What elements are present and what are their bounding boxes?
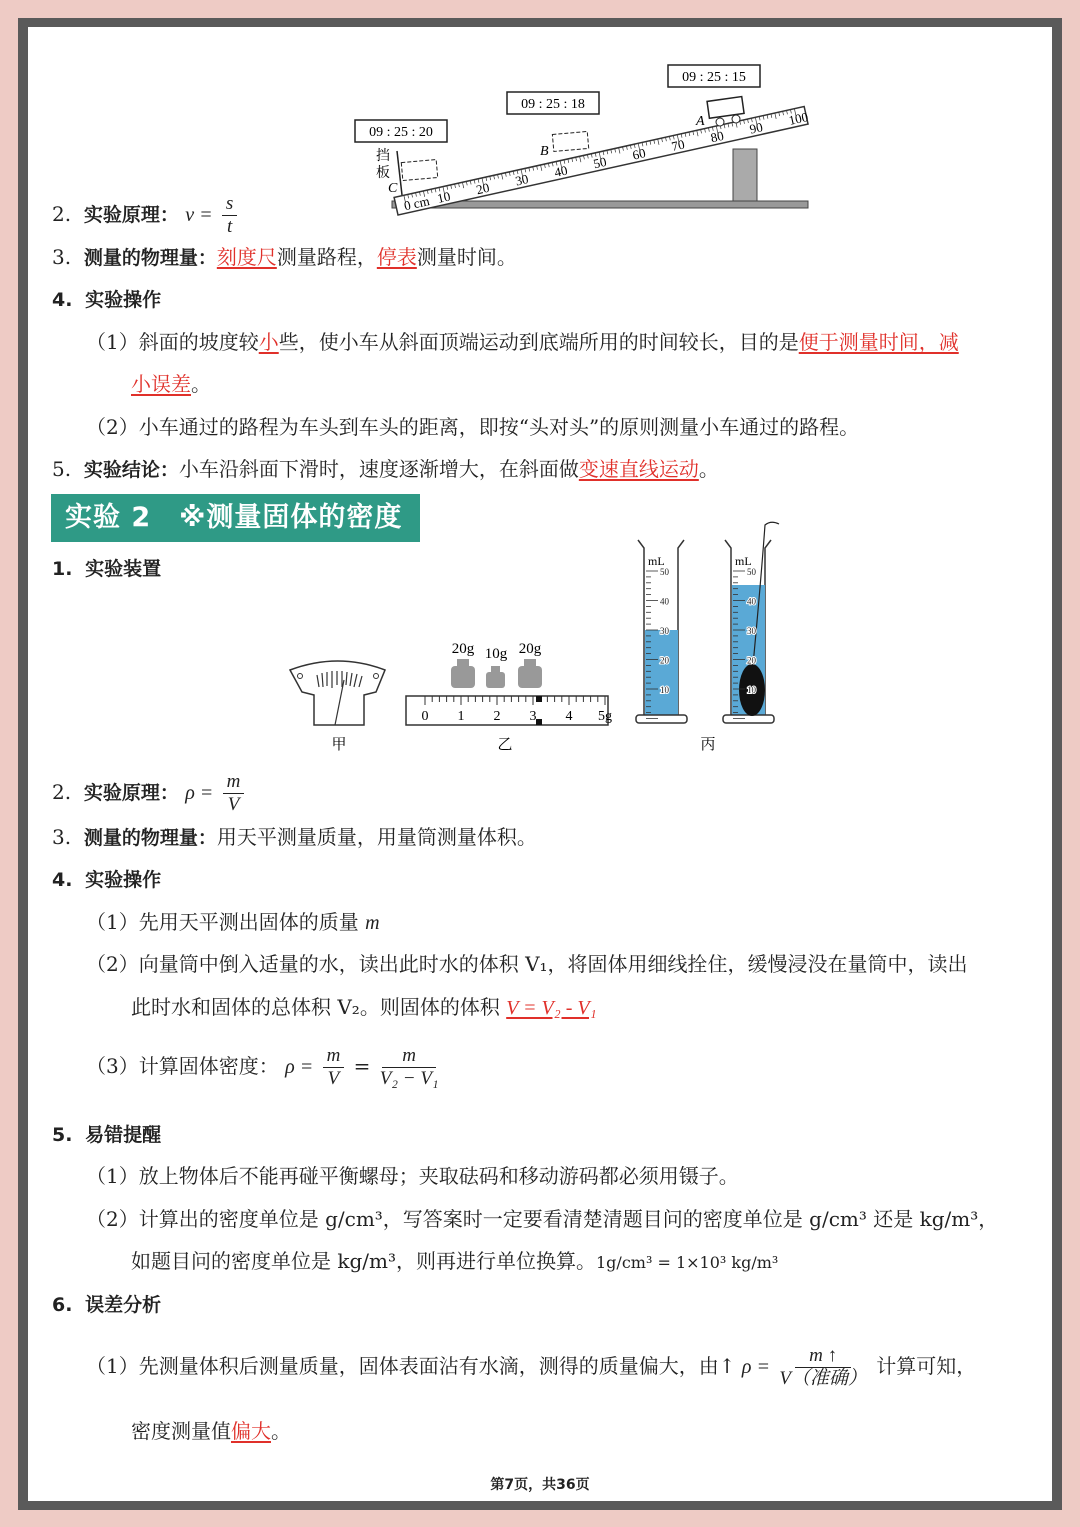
scale-label: 0 xyxy=(421,709,429,724)
item-label: 实验操作 xyxy=(85,869,162,891)
cylinder-label: 50 xyxy=(660,567,669,577)
answer: 偏大 xyxy=(231,1419,271,1443)
page-number: 第7页，共36页 xyxy=(490,1477,590,1493)
text: 密度测量值 xyxy=(131,1419,231,1443)
text: 计算可知， xyxy=(876,1354,977,1378)
unit-conversion: 1g/cm³ = 1×10³ kg/m³ xyxy=(596,1253,779,1272)
var-m: m xyxy=(365,912,380,934)
item-label: 实验操作 xyxy=(85,289,162,311)
formula-lhs: ρ = xyxy=(741,1356,770,1378)
exp2-error-heading xyxy=(52,1291,161,1318)
fraction-numerator: m xyxy=(323,1045,345,1068)
exp1-op1-cont xyxy=(131,371,211,397)
item-label: 实验装置 xyxy=(85,558,162,580)
baffle-label: 挡 xyxy=(376,149,390,164)
ruler-label: 60 xyxy=(631,145,647,163)
cylinder-water-solid xyxy=(723,522,779,723)
cylinder-label: 40 xyxy=(660,596,669,607)
fraction-denominator: V（准确） xyxy=(779,1368,867,1389)
text: 。 xyxy=(191,372,211,396)
exp2-op3 xyxy=(86,1045,442,1090)
cylinder-base xyxy=(723,715,774,723)
exp1-operation-heading xyxy=(52,286,161,313)
cylinder-label: 10 xyxy=(747,685,756,695)
formula-lhs: ρ = xyxy=(185,782,214,804)
fraction-denominator: V xyxy=(327,1068,340,1089)
exp2-tip2-cont xyxy=(131,1248,778,1276)
exp2-err1 xyxy=(86,1345,976,1390)
fraction-numerator: m xyxy=(223,771,245,794)
item-label: 实验结论： xyxy=(83,459,179,481)
exp2-op2-cont xyxy=(131,994,597,1021)
cylinder-base xyxy=(636,715,687,723)
cylinder-label: 30 xyxy=(660,626,669,636)
cart xyxy=(707,97,744,126)
caption-jia: 甲 xyxy=(331,737,347,753)
item-label: 易错提醒 xyxy=(85,1124,162,1146)
exp2-operation-heading xyxy=(52,866,161,893)
item-number: 1. xyxy=(52,558,73,580)
formula-fraction xyxy=(779,1345,867,1390)
item-number: 4. xyxy=(52,289,73,311)
item-number: 3. xyxy=(52,245,72,269)
answer: V = V₂ - V₁ xyxy=(506,997,597,1019)
ruler-label: 30 xyxy=(513,171,530,189)
fraction-numerator: m ↑ xyxy=(795,1345,851,1368)
caption-bing: 丙 xyxy=(700,737,716,753)
scale-label: 4 xyxy=(565,709,573,724)
text: 些，使小车从斜面顶端运动到底端所用的时间较长，目的是 xyxy=(278,330,799,354)
cylinder-label: 20 xyxy=(747,655,756,666)
equals: = xyxy=(353,1054,371,1078)
text: 此时水和固体的总体积 V₂。则固体的体积 xyxy=(131,995,500,1019)
exp2-quantities xyxy=(52,824,537,851)
text: 测量时间。 xyxy=(416,245,517,269)
item-number: 2. xyxy=(52,202,72,226)
exp2-tips-heading xyxy=(52,1121,161,1148)
answer: 小 xyxy=(258,330,279,354)
cylinder-water xyxy=(636,540,687,723)
weight-label: 20g xyxy=(451,641,475,657)
cylinder-label: 40 xyxy=(747,596,756,607)
cart-position-c xyxy=(401,160,437,181)
ruler-label: 40 xyxy=(552,162,569,180)
answer-stopwatch: 停表 xyxy=(376,245,417,269)
scale-label: 3 xyxy=(529,709,537,724)
ruler-label: 80 xyxy=(709,127,726,146)
exp1-op2: （2）小车通过的路程为车头到车头的距离，即按“头对头”的原则测量小车通过的路程。 xyxy=(86,415,860,439)
point-b: B xyxy=(540,144,549,159)
exp1-op1 xyxy=(86,329,959,355)
scale-label: 1 xyxy=(457,709,465,724)
ruler-label: 10 xyxy=(435,188,452,206)
unit-label: mL xyxy=(735,554,752,568)
item-number: 5. xyxy=(52,457,72,481)
ruler-label: 0 cm xyxy=(402,193,431,214)
point-c: C xyxy=(388,181,398,196)
formula-fraction xyxy=(323,1045,345,1090)
exp2-tip1: （1）放上物体后不能再碰平衡螺母；夹取砝码和移动游码都必须用镊子。 xyxy=(86,1164,739,1188)
ruler-label: 100 xyxy=(787,109,810,128)
ruler-label: 70 xyxy=(670,136,687,154)
cylinder-label: 30 xyxy=(747,626,756,636)
cylinder-label: 20 xyxy=(660,655,669,666)
text: 用天平测量质量，用量筒测量体积。 xyxy=(216,825,537,849)
item-number: 3. xyxy=(52,825,72,849)
text: 。 xyxy=(271,1419,291,1443)
formula-fraction xyxy=(222,193,237,238)
exp2-apparatus-heading xyxy=(52,555,161,582)
weights xyxy=(451,659,542,688)
text: 小车沿斜面下滑时，速度逐渐增大，在斜面做 xyxy=(178,457,579,481)
answer: 小误差 xyxy=(131,372,191,396)
exp1-conclusion xyxy=(52,456,719,483)
answer: 变速直线运动 xyxy=(578,457,699,481)
rider-scale xyxy=(406,696,612,725)
item-number: 5. xyxy=(52,1124,73,1146)
cart-position-b xyxy=(552,131,588,151)
formula-lhs: ρ = xyxy=(285,1056,314,1078)
item-label: 实验原理： xyxy=(83,204,179,226)
fraction-numerator: s xyxy=(222,193,237,216)
baffle xyxy=(397,151,402,195)
formula-lhs: v = xyxy=(185,204,213,226)
fraction-numerator: m xyxy=(382,1045,436,1068)
formula-fraction xyxy=(223,771,245,816)
fraction-denominator: V xyxy=(227,794,240,815)
answer-ruler: 刻度尺 xyxy=(216,245,277,269)
text: （3）计算固体密度： xyxy=(86,1054,279,1078)
formula-fraction xyxy=(380,1045,439,1090)
support xyxy=(733,149,757,201)
point-a: A xyxy=(696,114,705,129)
fraction-denominator: V₂ − V₁ xyxy=(379,1068,439,1089)
item-number: 4. xyxy=(52,869,73,891)
text: （1）先用天平测出固体的质量 xyxy=(86,910,359,934)
ruler-label: 90 xyxy=(748,119,765,137)
item-label: 测量的物理量： xyxy=(83,827,217,849)
baffle-label: 板 xyxy=(376,166,390,181)
timer-a-text: 09 : 25 : 15 xyxy=(682,70,746,85)
text: 测量路程， xyxy=(276,245,377,269)
text: 如题目问的密度单位是 kg/m³，则再进行单位换算。 xyxy=(131,1249,596,1273)
cylinder-label: 10 xyxy=(660,685,669,695)
text: （1）先测量体积后测量质量，固体表面沾有水滴，测得的质量偏大，由↑ xyxy=(86,1354,736,1378)
apparatus-diagram xyxy=(280,520,800,760)
unit-label: mL xyxy=(648,554,665,568)
item-number: 2. xyxy=(52,780,72,804)
exp2-op1 xyxy=(86,909,380,936)
scale-label: 2 xyxy=(493,709,501,724)
weight-label: 20g xyxy=(518,641,542,657)
balance-pointer-dial xyxy=(290,661,385,725)
ruler-label: 20 xyxy=(474,179,491,198)
exp1-principle xyxy=(52,193,240,238)
timer-c-text: 09 : 25 : 20 xyxy=(369,125,433,140)
item-label: 测量的物理量： xyxy=(83,247,217,269)
water xyxy=(645,630,678,715)
answer: 便于测量时间，减 xyxy=(798,330,959,354)
fraction-denominator: t xyxy=(226,216,233,237)
text: （1）斜面的坡度较 xyxy=(86,330,259,354)
text: 。 xyxy=(698,457,719,481)
cylinder-label: 50 xyxy=(747,567,756,577)
item-label: 实验原理： xyxy=(83,782,179,804)
item-label: 误差分析 xyxy=(85,1294,162,1316)
item-number: 6. xyxy=(52,1294,73,1316)
weight-label: 10g xyxy=(484,646,508,662)
caption-yi: 乙 xyxy=(497,737,513,753)
incline-diagram xyxy=(340,55,820,225)
exp2-tip2: （2）计算出的密度单位是 g/cm³，写答案时一定要看清楚清题目问的密度单位是 g/cm³ 还是 kg/m³， xyxy=(86,1207,999,1231)
section-heading: 实验 2 ※测量固体的密度 xyxy=(51,494,420,542)
scale-label: 5g xyxy=(598,709,612,724)
ruler-label: 50 xyxy=(591,153,608,172)
exp1-quantities xyxy=(52,244,517,271)
timer-b-text: 09 : 25 : 18 xyxy=(521,97,585,112)
exp2-err1-cont xyxy=(131,1418,291,1444)
exp2-op2: （2）向量筒中倒入适量的水，读出此时水的体积 V₁，将固体用细线拴住，缓慢浸没在量筒中，读出 xyxy=(86,952,968,976)
exp2-principle xyxy=(52,771,247,816)
